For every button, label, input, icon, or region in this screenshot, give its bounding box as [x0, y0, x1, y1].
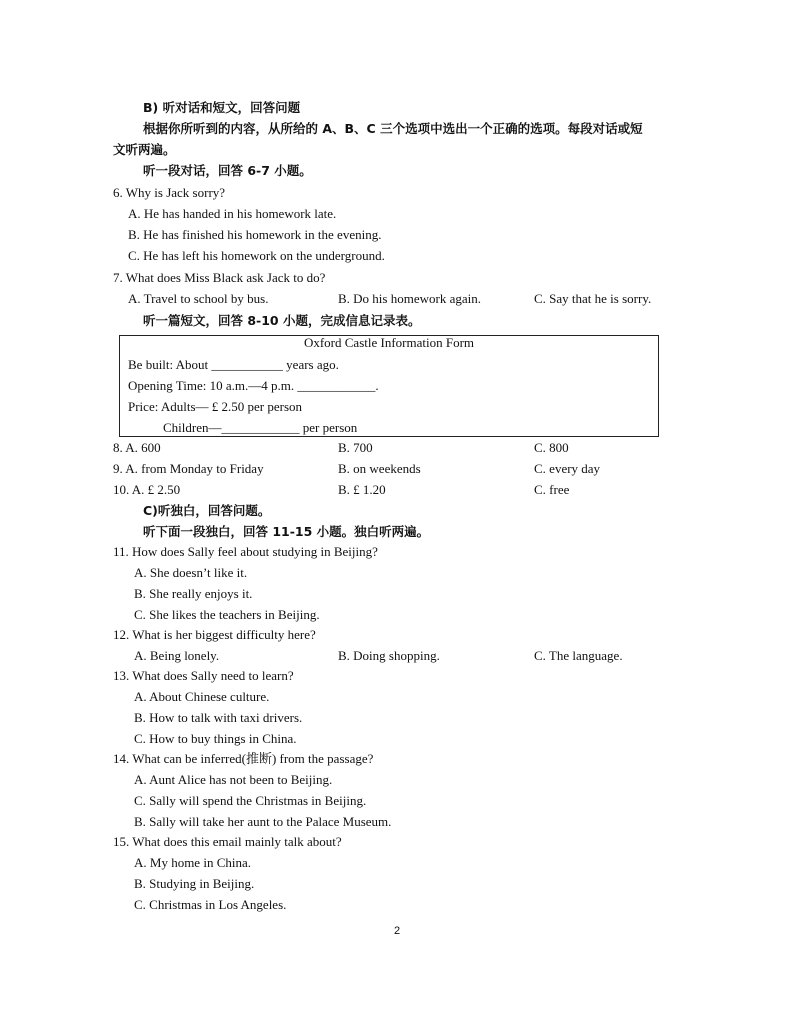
q12-option-c: C. The language. — [534, 648, 623, 663]
form-built: Be built: About ___________ years ago. — [128, 357, 339, 372]
q14-option-b: B. Sally will take her aunt to the Palace Museum. — [134, 814, 392, 829]
passage-note: 听一篇短文，回答 8-10 小题，完成信息记录表。 — [143, 313, 421, 328]
q11-option-c: C. She likes the teachers in Beijing. — [134, 607, 320, 622]
form-title: Oxford Castle Information Form — [303, 335, 475, 350]
question-12: 12. What is her biggest difficulty here? — [113, 627, 316, 642]
q13-option-a: A. About Chinese culture. — [134, 689, 270, 704]
question-6: 6. Why is Jack sorry? — [113, 185, 226, 200]
q9-option-a: 9. A. from Monday to Friday — [113, 461, 264, 476]
question-13: 13. What does Sally need to learn? — [113, 668, 294, 683]
q6-option-b: B. He has finished his homework in the evening. — [128, 227, 382, 242]
q8-option-a: 8. A. 600 — [113, 440, 161, 455]
q7-option-c: C. Say that he is sorry. — [534, 291, 652, 306]
section-c-heading: C)听独白，回答问题。 — [143, 503, 271, 518]
q7-option-b: B. Do his homework again. — [338, 291, 481, 306]
q13-option-c: C. How to buy things in China. — [134, 731, 297, 746]
q7-option-a: A. Travel to school by bus. — [128, 291, 269, 306]
form-opening-time: Opening Time: 10 a.m.—4 p.m. ____________. — [128, 378, 379, 393]
q12-option-a: A. Being lonely. — [134, 648, 220, 663]
q8-option-b: B. 700 — [338, 440, 373, 455]
q11-option-a: A. She doesn’t like it. — [134, 565, 248, 580]
q9-option-c: C. every day — [534, 461, 601, 476]
dialogue-note: 听一段对话，回答 6-7 小题。 — [143, 163, 312, 178]
q9-option-b: B. on weekends — [338, 461, 421, 476]
q15-option-b: B. Studying in Beijing. — [134, 876, 255, 891]
question-15: 15. What does this email mainly talk about? — [113, 834, 342, 849]
q6-option-c: C. He has left his homework on the underground. — [128, 248, 385, 263]
q10-option-c: C. free — [534, 482, 570, 497]
section-b-heading: B) 听对话和短文，回答问题 — [143, 100, 301, 115]
form-price-children: Children—____________ per person — [163, 420, 358, 435]
q15-option-a: A. My home in China. — [134, 855, 251, 870]
q11-option-b: B. She really enjoys it. — [134, 586, 253, 601]
section-b-instruction-cont: 文听两遍。 — [113, 142, 176, 157]
q14-option-c: C. Sally will spend the Christmas in Beijing. — [134, 793, 367, 808]
q6-option-a: A. He has handed in his homework late. — [128, 206, 337, 221]
form-price-adults: Price: Adults— £ 2.50 per person — [128, 399, 303, 414]
q8-option-c: C. 800 — [534, 440, 569, 455]
information-form — [119, 335, 659, 437]
question-11: 11. How does Sally feel about studying in Beijing? — [113, 544, 378, 559]
section-c-note: 听下面一段独白，回答 11-15 小题。独白听两遍。 — [143, 524, 430, 539]
q15-option-c: C. Christmas in Los Angeles. — [134, 897, 287, 912]
question-14: 14. What can be inferred(推断) from the passage? — [113, 751, 374, 766]
question-7: 7. What does Miss Black ask Jack to do? — [113, 270, 326, 285]
q10-option-a: 10. A. £ 2.50 — [113, 482, 181, 497]
page-number: 2 — [393, 925, 401, 937]
q13-option-b: B. How to talk with taxi drivers. — [134, 710, 303, 725]
q12-option-b: B. Doing shopping. — [338, 648, 440, 663]
section-b-instruction: 根据你所听到的内容，从所给的 A、B、C 三个选项中选出一个正确的选项。每段对话或短 — [143, 121, 643, 136]
q14-option-a: A. Aunt Alice has not been to Beijing. — [134, 772, 333, 787]
q10-option-b: B. £ 1.20 — [338, 482, 386, 497]
